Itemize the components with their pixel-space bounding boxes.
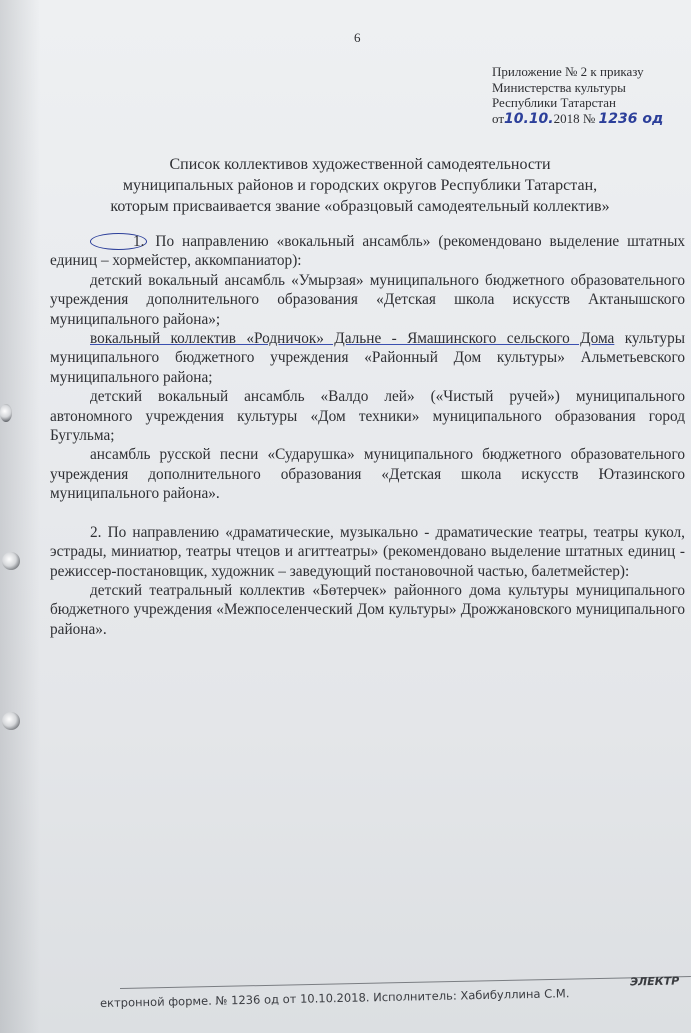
underlined-text: вокальный коллектив «Родничок» Дальне - Ямашинского сельского Дома — [90, 330, 615, 348]
circled-number: 1. — [90, 233, 147, 250]
page-shadow — [0, 0, 40, 1033]
handwritten-date: 10.10. — [504, 110, 554, 127]
annex-date-line: от10.10.2018 № 1236 од — [492, 110, 664, 127]
annex-line: Министерства культуры — [492, 79, 626, 95]
list-item: вокальный коллектив «Родничок» Дальне - Ямашинского сельского Дома культуры муниципального бюджетного учреждения «Районный Дом культуры» Альметьевского муниципального района; — [50, 330, 685, 386]
annex-line: Приложение № 2 к приказу — [492, 64, 644, 79]
electronic-logo: ЭЛЕКТР — [629, 974, 680, 989]
punch-hole — [0, 404, 12, 422]
document-body — [50, 232, 685, 639]
list-item: детский театральный коллектив «Бөтерчек» районного дома культуры муниципального бюджетного учреждения «Межпоселенческий Дом культуры» Дрожжановского муниципального района». — [50, 581, 685, 638]
annex-block — [492, 64, 663, 127]
list-item: детский вокальный ансамбль «Умырзая» муниципального бюджетного образовательного учреждения дополнительного образования «Детская школа искусств Актанышского муниципального района»; — [50, 271, 685, 328]
footer-divider — [120, 976, 691, 989]
punch-hole — [2, 552, 20, 570]
handwritten-number: 1236 од — [598, 110, 664, 127]
section-2-heading: 2. По направлению «драматические, музыкально - драматические театры, театры кукол, эстрады, миниатюр, театры чтецов и агиттеатры» (рекомендовано выделение штатных единиц - режиссер-постановщик, художник – заведующий постановочной частью, балетмейстер): — [50, 523, 685, 580]
document-title: Список коллективов художественной самодеятельности муниципальных районов и городских округов Республики Татарстан, которым присваивается звание «образцовый самодеятельный коллектив» — [110, 156, 610, 215]
page-number: 6 — [354, 30, 361, 45]
punch-hole — [2, 712, 20, 730]
footer-stamp: ектронной форме. № 1236 од от 10.10.2018. Исполнитель: Хабибуллина С.М. — [99, 986, 570, 1010]
annex-line: Республики Татарстан — [492, 95, 616, 110]
list-item: ансамбль русской песни «Сударушка» муниципального бюджетного образовательного учреждения дополнительного образования «Детская школа искусств Ютазинского муниципального района». — [50, 446, 685, 503]
list-item: детский вокальный ансамбль «Валдо лей» («Чистый ручей») муниципального автономного учреждения культуры «Дом техники» муниципального образования город Бугульма; — [50, 388, 685, 445]
section-1-heading: 1. По направлению «вокальный ансамбль» (рекомендовано выделение штатных единиц – хормейстер, аккомпаниатор): — [50, 233, 685, 270]
